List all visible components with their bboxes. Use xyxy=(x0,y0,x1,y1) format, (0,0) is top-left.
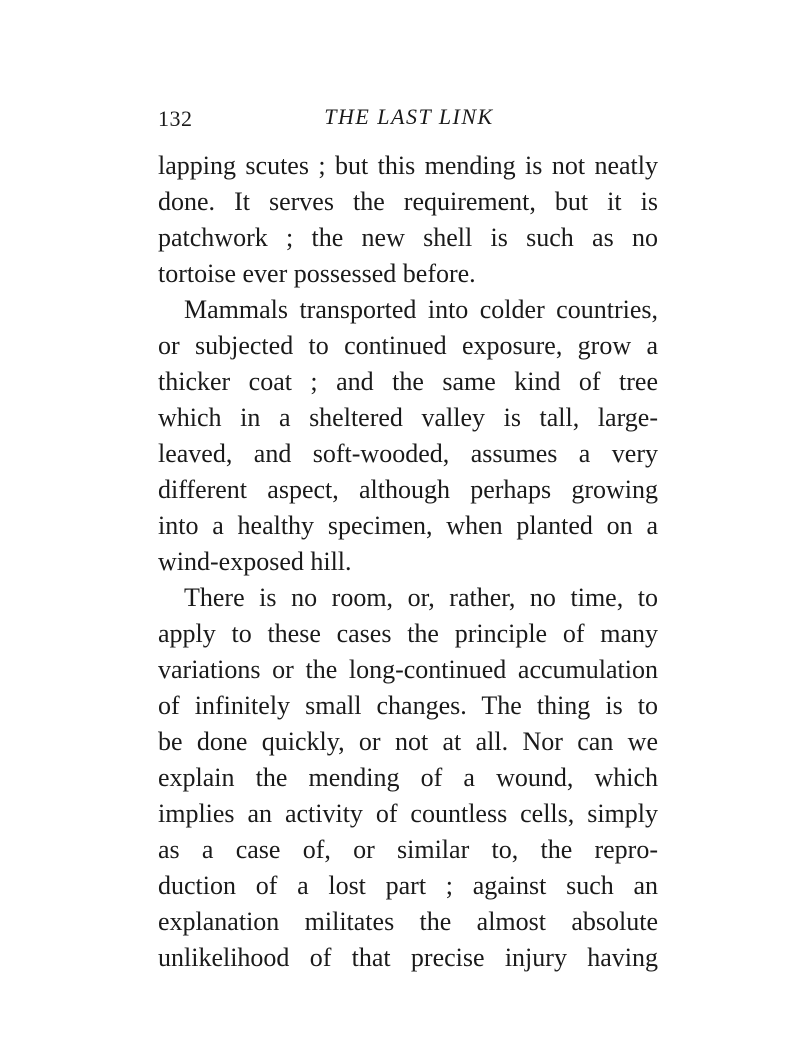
text-line: tortoise ever possessed before. xyxy=(158,259,476,288)
text-line: wind-exposed hill. xyxy=(158,547,352,576)
text-line: explanation militates the almost absolute xyxy=(158,907,658,936)
text-line: different aspect, although perhaps growing xyxy=(158,475,658,504)
text-line: Mammals transported into colder countries, xyxy=(184,295,658,324)
text-line: be done quickly, or not at all. Nor can we xyxy=(158,727,658,756)
text-line: unlikelihood of that precise injury having xyxy=(158,943,658,972)
text-line: of infinitely small changes. The thing is to xyxy=(158,691,658,720)
page-header xyxy=(158,104,660,134)
text-line: which in a sheltered valley is tall, large- xyxy=(158,403,658,432)
text-line: There is no room, or, rather, no time, to xyxy=(184,583,658,612)
text-line: into a healthy specimen, when planted on a xyxy=(158,511,658,540)
text-line: explain the mending of a wound, which xyxy=(158,763,658,792)
page-number: 132 xyxy=(158,106,193,131)
running-title: THE LAST LINK xyxy=(324,104,494,129)
text-line: done. It serves the requirement, but it is xyxy=(158,187,658,216)
text-line: thicker coat ; and the same kind of tree xyxy=(158,367,658,396)
text-line: patchwork ; the new shell is such as no xyxy=(158,223,658,252)
text-line: lapping scutes ; but this mending is not neatly xyxy=(158,151,658,180)
text-line: as a case of, or similar to, the repro- xyxy=(158,835,658,864)
text-line: implies an activity of countless cells, simply xyxy=(158,799,658,828)
text-line: leaved, and soft-wooded, assumes a very xyxy=(158,439,658,468)
text-line: variations or the long-continued accumulation xyxy=(158,655,658,684)
text-line: apply to these cases the principle of many xyxy=(158,619,658,648)
body-text xyxy=(158,148,658,976)
text-line: or subjected to continued exposure, grow a xyxy=(158,331,658,360)
text-line: duction of a lost part ; against such an xyxy=(158,871,658,900)
